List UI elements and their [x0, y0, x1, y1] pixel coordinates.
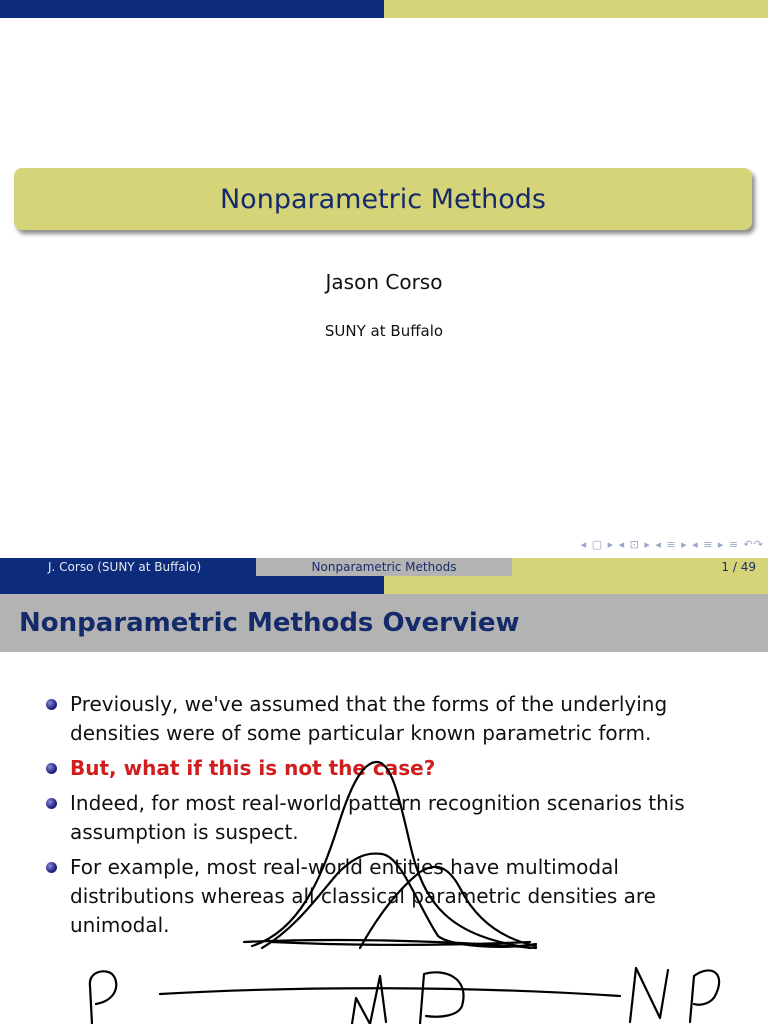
slide-title: Nonparametric Methods	[219, 183, 547, 215]
title-box	[14, 168, 752, 230]
bullet-item	[46, 754, 746, 783]
bullet-dot-icon	[46, 699, 57, 710]
bullet-dot-icon	[46, 763, 57, 774]
bullet-text-alert: But, what if this is not the case?	[70, 756, 436, 780]
bullet-text: Indeed, for most real-world pattern recognition scenarios this assumption is suspect.	[70, 791, 685, 844]
bullet-item	[46, 853, 746, 940]
institute-name: SUNY at Buffalo	[324, 322, 444, 340]
top-bar-navy	[0, 0, 384, 18]
bullet-item	[46, 690, 746, 748]
beamer-navigation-icons[interactable]: ◂ ▢ ▸ ◂ ⊡ ▸ ◂ ≡ ▸ ◂ ≡ ▸ ≡ ↶↷	[580, 538, 764, 551]
slide-footer	[0, 558, 768, 576]
footer-title-segment	[256, 558, 512, 576]
footer-author: J. Corso (SUNY at Buffalo)	[48, 560, 202, 574]
author-name: Jason Corso	[325, 270, 443, 294]
footer-page-number: 1 / 49	[721, 560, 756, 574]
bullet-dot-icon	[46, 862, 57, 873]
frame-title: Nonparametric Methods Overview	[19, 608, 520, 638]
footer-page-segment	[512, 558, 768, 576]
top-bar-olive	[384, 0, 768, 18]
bullet-dot-icon	[46, 798, 57, 809]
bullet-item	[46, 789, 746, 847]
top-bar-olive	[384, 576, 768, 594]
frame-title-bar	[0, 594, 768, 652]
footer-author-segment	[0, 558, 256, 576]
bullet-list	[46, 690, 746, 946]
top-bar-navy	[0, 576, 384, 594]
footer-title: Nonparametric Methods	[311, 560, 457, 574]
bullet-text: Previously, we've assumed that the forms of the underlying densities were of some particular known parametric form.	[70, 692, 668, 745]
bullet-text: For example, most real-world entities have multimodal distributions whereas all classical parametric densities are unimodal.	[70, 855, 656, 937]
content-slide	[0, 576, 768, 1024]
